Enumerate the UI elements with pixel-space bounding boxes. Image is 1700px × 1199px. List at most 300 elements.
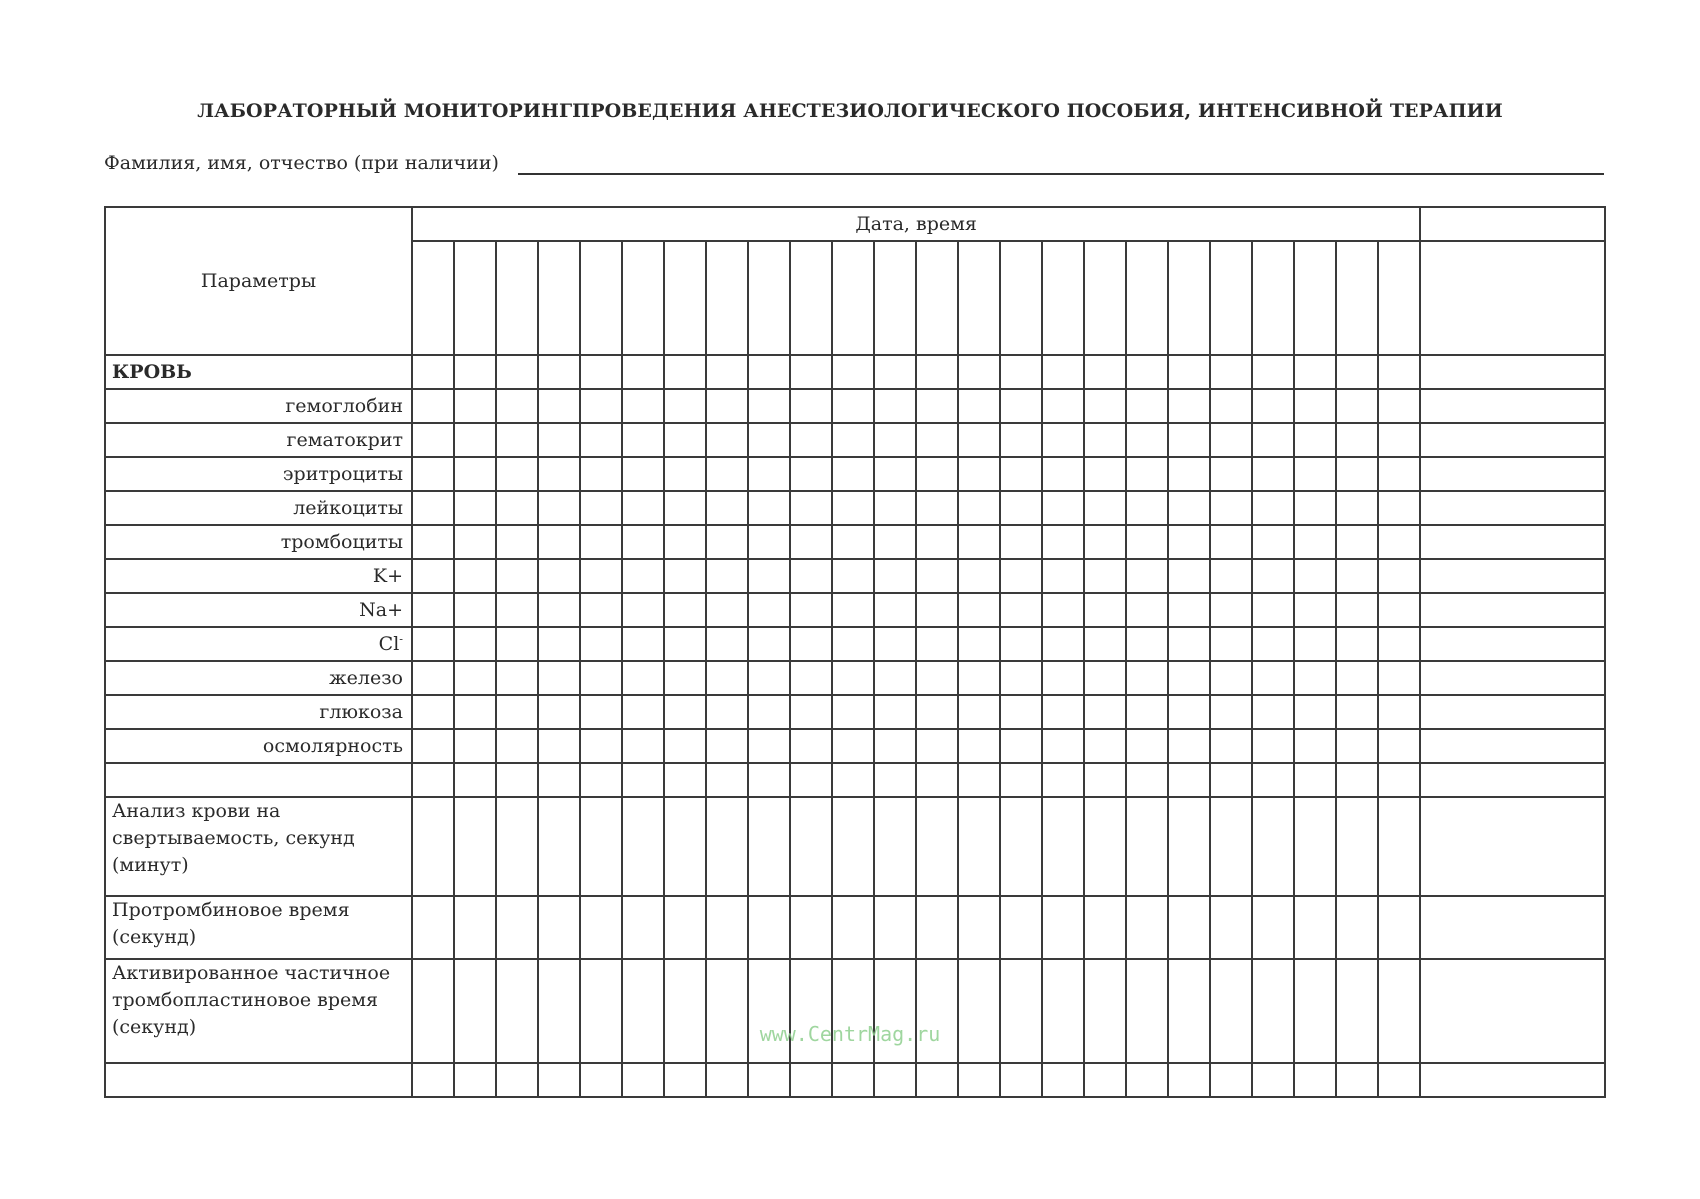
value-cell[interactable]: [454, 559, 496, 593]
value-cell[interactable]: [1252, 457, 1294, 491]
value-cell[interactable]: [1294, 525, 1336, 559]
value-cell[interactable]: [748, 695, 790, 729]
value-cell[interactable]: [580, 959, 622, 1063]
value-cell[interactable]: [874, 661, 916, 695]
value-cell[interactable]: [832, 797, 874, 896]
value-cell[interactable]: [1126, 1063, 1168, 1097]
value-cell[interactable]: [1042, 525, 1084, 559]
value-cell[interactable]: [958, 355, 1000, 389]
value-cell[interactable]: [790, 457, 832, 491]
value-cell[interactable]: [622, 729, 664, 763]
value-cell[interactable]: [1420, 491, 1605, 525]
value-cell[interactable]: [1084, 695, 1126, 729]
value-cell[interactable]: [1126, 355, 1168, 389]
value-cell[interactable]: [706, 593, 748, 627]
value-cell[interactable]: [748, 959, 790, 1063]
value-cell[interactable]: [1168, 763, 1210, 797]
value-cell[interactable]: [1000, 627, 1042, 661]
value-cell[interactable]: [916, 423, 958, 457]
value-cell[interactable]: [1084, 525, 1126, 559]
value-cell[interactable]: [664, 763, 706, 797]
date-time-slot[interactable]: [580, 241, 622, 355]
value-cell[interactable]: [580, 593, 622, 627]
value-cell[interactable]: [580, 457, 622, 491]
value-cell[interactable]: [1336, 593, 1378, 627]
value-cell[interactable]: [1252, 729, 1294, 763]
value-cell[interactable]: [1294, 695, 1336, 729]
value-cell[interactable]: [1000, 355, 1042, 389]
value-cell[interactable]: [832, 959, 874, 1063]
value-cell[interactable]: [1168, 525, 1210, 559]
value-cell[interactable]: [496, 896, 538, 959]
value-cell[interactable]: [1420, 525, 1605, 559]
value-cell[interactable]: [412, 1063, 454, 1097]
value-cell[interactable]: [1378, 627, 1420, 661]
value-cell[interactable]: [664, 729, 706, 763]
value-cell[interactable]: [1294, 559, 1336, 593]
value-cell[interactable]: [832, 457, 874, 491]
value-cell[interactable]: [1042, 896, 1084, 959]
value-cell[interactable]: [1378, 896, 1420, 959]
value-cell[interactable]: [706, 423, 748, 457]
value-cell[interactable]: [1084, 763, 1126, 797]
value-cell[interactable]: [832, 1063, 874, 1097]
value-cell[interactable]: [538, 627, 580, 661]
value-cell[interactable]: [412, 763, 454, 797]
value-cell[interactable]: [454, 355, 496, 389]
value-cell[interactable]: [706, 797, 748, 896]
value-cell[interactable]: [412, 627, 454, 661]
date-time-slot[interactable]: [706, 241, 748, 355]
value-cell[interactable]: [790, 729, 832, 763]
value-cell[interactable]: [664, 525, 706, 559]
value-cell[interactable]: [1000, 389, 1042, 423]
date-time-slot[interactable]: [1084, 241, 1126, 355]
value-cell[interactable]: [832, 593, 874, 627]
value-cell[interactable]: [1378, 559, 1420, 593]
value-cell[interactable]: [1336, 423, 1378, 457]
value-cell[interactable]: [790, 491, 832, 525]
value-cell[interactable]: [1168, 627, 1210, 661]
value-cell[interactable]: [706, 1063, 748, 1097]
value-cell[interactable]: [1168, 695, 1210, 729]
value-cell[interactable]: [580, 559, 622, 593]
value-cell[interactable]: [1294, 355, 1336, 389]
value-cell[interactable]: [580, 797, 622, 896]
value-cell[interactable]: [664, 559, 706, 593]
value-cell[interactable]: [1252, 695, 1294, 729]
value-cell[interactable]: [706, 695, 748, 729]
value-cell[interactable]: [1042, 423, 1084, 457]
value-cell[interactable]: [412, 695, 454, 729]
value-cell[interactable]: [748, 593, 790, 627]
value-cell[interactable]: [1000, 525, 1042, 559]
value-cell[interactable]: [748, 627, 790, 661]
value-cell[interactable]: [832, 491, 874, 525]
value-cell[interactable]: [1168, 559, 1210, 593]
value-cell[interactable]: [1000, 661, 1042, 695]
value-cell[interactable]: [664, 896, 706, 959]
value-cell[interactable]: [874, 797, 916, 896]
value-cell[interactable]: [622, 491, 664, 525]
date-time-slot[interactable]: [1042, 241, 1084, 355]
value-cell[interactable]: [958, 457, 1000, 491]
value-cell[interactable]: [1294, 1063, 1336, 1097]
date-time-slot[interactable]: [958, 241, 1000, 355]
value-cell[interactable]: [748, 389, 790, 423]
value-cell[interactable]: [538, 389, 580, 423]
value-cell[interactable]: [1042, 389, 1084, 423]
value-cell[interactable]: [1042, 695, 1084, 729]
value-cell[interactable]: [454, 695, 496, 729]
value-cell[interactable]: [916, 959, 958, 1063]
value-cell[interactable]: [1378, 525, 1420, 559]
value-cell[interactable]: [664, 1063, 706, 1097]
value-cell[interactable]: [1378, 695, 1420, 729]
value-cell[interactable]: [1210, 355, 1252, 389]
value-cell[interactable]: [790, 355, 832, 389]
value-cell[interactable]: [1336, 661, 1378, 695]
value-cell[interactable]: [1126, 959, 1168, 1063]
value-cell[interactable]: [1126, 797, 1168, 896]
value-cell[interactable]: [1294, 797, 1336, 896]
value-cell[interactable]: [412, 559, 454, 593]
value-cell[interactable]: [538, 763, 580, 797]
value-cell[interactable]: [454, 423, 496, 457]
value-cell[interactable]: [580, 627, 622, 661]
value-cell[interactable]: [790, 389, 832, 423]
value-cell[interactable]: [1168, 491, 1210, 525]
value-cell[interactable]: [1336, 355, 1378, 389]
value-cell[interactable]: [790, 593, 832, 627]
value-cell[interactable]: [706, 661, 748, 695]
value-cell[interactable]: [1210, 959, 1252, 1063]
value-cell[interactable]: [580, 729, 622, 763]
value-cell[interactable]: [538, 491, 580, 525]
value-cell[interactable]: [1126, 491, 1168, 525]
value-cell[interactable]: [1084, 1063, 1126, 1097]
value-cell[interactable]: [580, 423, 622, 457]
value-cell[interactable]: [916, 896, 958, 959]
value-cell[interactable]: [832, 695, 874, 729]
value-cell[interactable]: [538, 729, 580, 763]
value-cell[interactable]: [1252, 627, 1294, 661]
value-cell[interactable]: [1420, 355, 1605, 389]
value-cell[interactable]: [748, 661, 790, 695]
value-cell[interactable]: [874, 896, 916, 959]
value-cell[interactable]: [1252, 593, 1294, 627]
value-cell[interactable]: [622, 355, 664, 389]
value-cell[interactable]: [916, 729, 958, 763]
value-cell[interactable]: [1084, 355, 1126, 389]
value-cell[interactable]: [832, 896, 874, 959]
value-cell[interactable]: [958, 559, 1000, 593]
value-cell[interactable]: [1084, 457, 1126, 491]
value-cell[interactable]: [1000, 729, 1042, 763]
value-cell[interactable]: [874, 695, 916, 729]
value-cell[interactable]: [1042, 593, 1084, 627]
value-cell[interactable]: [1294, 491, 1336, 525]
value-cell[interactable]: [538, 661, 580, 695]
value-cell[interactable]: [580, 355, 622, 389]
value-cell[interactable]: [958, 627, 1000, 661]
value-cell[interactable]: [412, 525, 454, 559]
value-cell[interactable]: [1420, 423, 1605, 457]
value-cell[interactable]: [1084, 627, 1126, 661]
value-cell[interactable]: [748, 896, 790, 959]
value-cell[interactable]: [790, 959, 832, 1063]
value-cell[interactable]: [1294, 423, 1336, 457]
value-cell[interactable]: [412, 661, 454, 695]
value-cell[interactable]: [664, 389, 706, 423]
value-cell[interactable]: [1252, 491, 1294, 525]
date-time-slot[interactable]: [664, 241, 706, 355]
value-cell[interactable]: [706, 627, 748, 661]
value-cell[interactable]: [580, 896, 622, 959]
value-cell[interactable]: [1336, 457, 1378, 491]
value-cell[interactable]: [1420, 627, 1605, 661]
value-cell[interactable]: [412, 959, 454, 1063]
value-cell[interactable]: [412, 457, 454, 491]
value-cell[interactable]: [1420, 959, 1605, 1063]
value-cell[interactable]: [1420, 593, 1605, 627]
value-cell[interactable]: [622, 559, 664, 593]
value-cell[interactable]: [1042, 763, 1084, 797]
value-cell[interactable]: [412, 491, 454, 525]
value-cell[interactable]: [454, 661, 496, 695]
value-cell[interactable]: [1210, 593, 1252, 627]
value-cell[interactable]: [748, 729, 790, 763]
value-cell[interactable]: [1252, 959, 1294, 1063]
extra-header-cell[interactable]: [1420, 207, 1605, 241]
value-cell[interactable]: [1378, 355, 1420, 389]
value-cell[interactable]: [664, 627, 706, 661]
value-cell[interactable]: [454, 389, 496, 423]
value-cell[interactable]: [496, 491, 538, 525]
value-cell[interactable]: [958, 423, 1000, 457]
value-cell[interactable]: [496, 593, 538, 627]
value-cell[interactable]: [1084, 423, 1126, 457]
date-time-slot[interactable]: [1000, 241, 1042, 355]
value-cell[interactable]: [748, 491, 790, 525]
value-cell[interactable]: [874, 763, 916, 797]
value-cell[interactable]: [1294, 389, 1336, 423]
value-cell[interactable]: [748, 763, 790, 797]
value-cell[interactable]: [958, 661, 1000, 695]
value-cell[interactable]: [874, 627, 916, 661]
value-cell[interactable]: [1420, 896, 1605, 959]
value-cell[interactable]: [538, 525, 580, 559]
value-cell[interactable]: [1210, 457, 1252, 491]
value-cell[interactable]: [958, 896, 1000, 959]
value-cell[interactable]: [748, 1063, 790, 1097]
value-cell[interactable]: [706, 525, 748, 559]
value-cell[interactable]: [832, 389, 874, 423]
value-cell[interactable]: [1294, 729, 1336, 763]
value-cell[interactable]: [496, 959, 538, 1063]
value-cell[interactable]: [1210, 695, 1252, 729]
value-cell[interactable]: [1336, 491, 1378, 525]
value-cell[interactable]: [538, 593, 580, 627]
value-cell[interactable]: [538, 896, 580, 959]
value-cell[interactable]: [1294, 661, 1336, 695]
value-cell[interactable]: [1042, 627, 1084, 661]
value-cell[interactable]: [790, 627, 832, 661]
value-cell[interactable]: [874, 423, 916, 457]
value-cell[interactable]: [580, 389, 622, 423]
value-cell[interactable]: [1084, 389, 1126, 423]
value-cell[interactable]: [1042, 559, 1084, 593]
value-cell[interactable]: [1126, 627, 1168, 661]
value-cell[interactable]: [1336, 525, 1378, 559]
value-cell[interactable]: [1210, 661, 1252, 695]
value-cell[interactable]: [1084, 896, 1126, 959]
value-cell[interactable]: [1336, 627, 1378, 661]
value-cell[interactable]: [622, 797, 664, 896]
value-cell[interactable]: [1168, 457, 1210, 491]
value-cell[interactable]: [622, 593, 664, 627]
value-cell[interactable]: [496, 797, 538, 896]
value-cell[interactable]: [1336, 763, 1378, 797]
value-cell[interactable]: [916, 695, 958, 729]
value-cell[interactable]: [622, 627, 664, 661]
value-cell[interactable]: [1336, 896, 1378, 959]
value-cell[interactable]: [412, 896, 454, 959]
value-cell[interactable]: [1294, 763, 1336, 797]
value-cell[interactable]: [1084, 559, 1126, 593]
value-cell[interactable]: [664, 593, 706, 627]
value-cell[interactable]: [790, 695, 832, 729]
value-cell[interactable]: [1084, 729, 1126, 763]
value-cell[interactable]: [916, 1063, 958, 1097]
value-cell[interactable]: [538, 559, 580, 593]
value-cell[interactable]: [1084, 661, 1126, 695]
value-cell[interactable]: [1420, 457, 1605, 491]
value-cell[interactable]: [916, 559, 958, 593]
value-cell[interactable]: [958, 525, 1000, 559]
value-cell[interactable]: [1252, 525, 1294, 559]
value-cell[interactable]: [1000, 593, 1042, 627]
date-time-slot[interactable]: [1294, 241, 1336, 355]
value-cell[interactable]: [454, 491, 496, 525]
value-cell[interactable]: [874, 525, 916, 559]
value-cell[interactable]: [1126, 695, 1168, 729]
value-cell[interactable]: [1420, 1063, 1605, 1097]
value-cell[interactable]: [496, 559, 538, 593]
value-cell[interactable]: [1210, 627, 1252, 661]
value-cell[interactable]: [496, 525, 538, 559]
value-cell[interactable]: [1126, 559, 1168, 593]
value-cell[interactable]: [874, 559, 916, 593]
value-cell[interactable]: [916, 525, 958, 559]
value-cell[interactable]: [580, 661, 622, 695]
value-cell[interactable]: [1294, 457, 1336, 491]
value-cell[interactable]: [1210, 763, 1252, 797]
value-cell[interactable]: [1042, 661, 1084, 695]
value-cell[interactable]: [832, 559, 874, 593]
value-cell[interactable]: [1000, 457, 1042, 491]
date-time-slot[interactable]: [454, 241, 496, 355]
value-cell[interactable]: [538, 797, 580, 896]
value-cell[interactable]: [1210, 1063, 1252, 1097]
value-cell[interactable]: [412, 389, 454, 423]
date-time-slot[interactable]: [748, 241, 790, 355]
value-cell[interactable]: [664, 457, 706, 491]
value-cell[interactable]: [622, 1063, 664, 1097]
value-cell[interactable]: [1294, 627, 1336, 661]
value-cell[interactable]: [1294, 593, 1336, 627]
value-cell[interactable]: [874, 355, 916, 389]
extra-slot[interactable]: [1420, 241, 1605, 355]
value-cell[interactable]: [1084, 491, 1126, 525]
value-cell[interactable]: [1000, 896, 1042, 959]
value-cell[interactable]: [412, 423, 454, 457]
value-cell[interactable]: [1336, 1063, 1378, 1097]
value-cell[interactable]: [1210, 559, 1252, 593]
date-time-slot[interactable]: [1378, 241, 1420, 355]
date-time-slot[interactable]: [1168, 241, 1210, 355]
value-cell[interactable]: [454, 797, 496, 896]
value-cell[interactable]: [538, 1063, 580, 1097]
value-cell[interactable]: [1378, 959, 1420, 1063]
value-cell[interactable]: [1126, 661, 1168, 695]
date-time-slot[interactable]: [412, 241, 454, 355]
value-cell[interactable]: [958, 695, 1000, 729]
value-cell[interactable]: [790, 763, 832, 797]
date-time-slot[interactable]: [790, 241, 832, 355]
value-cell[interactable]: [1420, 661, 1605, 695]
value-cell[interactable]: [874, 491, 916, 525]
value-cell[interactable]: [706, 763, 748, 797]
value-cell[interactable]: [874, 729, 916, 763]
value-cell[interactable]: [1378, 1063, 1420, 1097]
value-cell[interactable]: [1168, 355, 1210, 389]
value-cell[interactable]: [1042, 491, 1084, 525]
value-cell[interactable]: [1252, 661, 1294, 695]
value-cell[interactable]: [622, 389, 664, 423]
value-cell[interactable]: [832, 729, 874, 763]
value-cell[interactable]: [496, 695, 538, 729]
date-time-slot[interactable]: [874, 241, 916, 355]
value-cell[interactable]: [1252, 559, 1294, 593]
value-cell[interactable]: [1042, 457, 1084, 491]
value-cell[interactable]: [832, 627, 874, 661]
value-cell[interactable]: [1168, 423, 1210, 457]
value-cell[interactable]: [1420, 763, 1605, 797]
value-cell[interactable]: [706, 896, 748, 959]
value-cell[interactable]: [496, 661, 538, 695]
value-cell[interactable]: [1000, 423, 1042, 457]
value-cell[interactable]: [958, 1063, 1000, 1097]
value-cell[interactable]: [748, 355, 790, 389]
value-cell[interactable]: [958, 959, 1000, 1063]
date-time-slot[interactable]: [1210, 241, 1252, 355]
value-cell[interactable]: [1378, 457, 1420, 491]
value-cell[interactable]: [538, 423, 580, 457]
value-cell[interactable]: [874, 1063, 916, 1097]
value-cell[interactable]: [1126, 423, 1168, 457]
value-cell[interactable]: [1084, 593, 1126, 627]
value-cell[interactable]: [748, 525, 790, 559]
value-cell[interactable]: [1420, 695, 1605, 729]
date-time-slot[interactable]: [622, 241, 664, 355]
value-cell[interactable]: [622, 661, 664, 695]
value-cell[interactable]: [748, 423, 790, 457]
value-cell[interactable]: [1336, 797, 1378, 896]
value-cell[interactable]: [1000, 797, 1042, 896]
value-cell[interactable]: [958, 763, 1000, 797]
value-cell[interactable]: [496, 389, 538, 423]
